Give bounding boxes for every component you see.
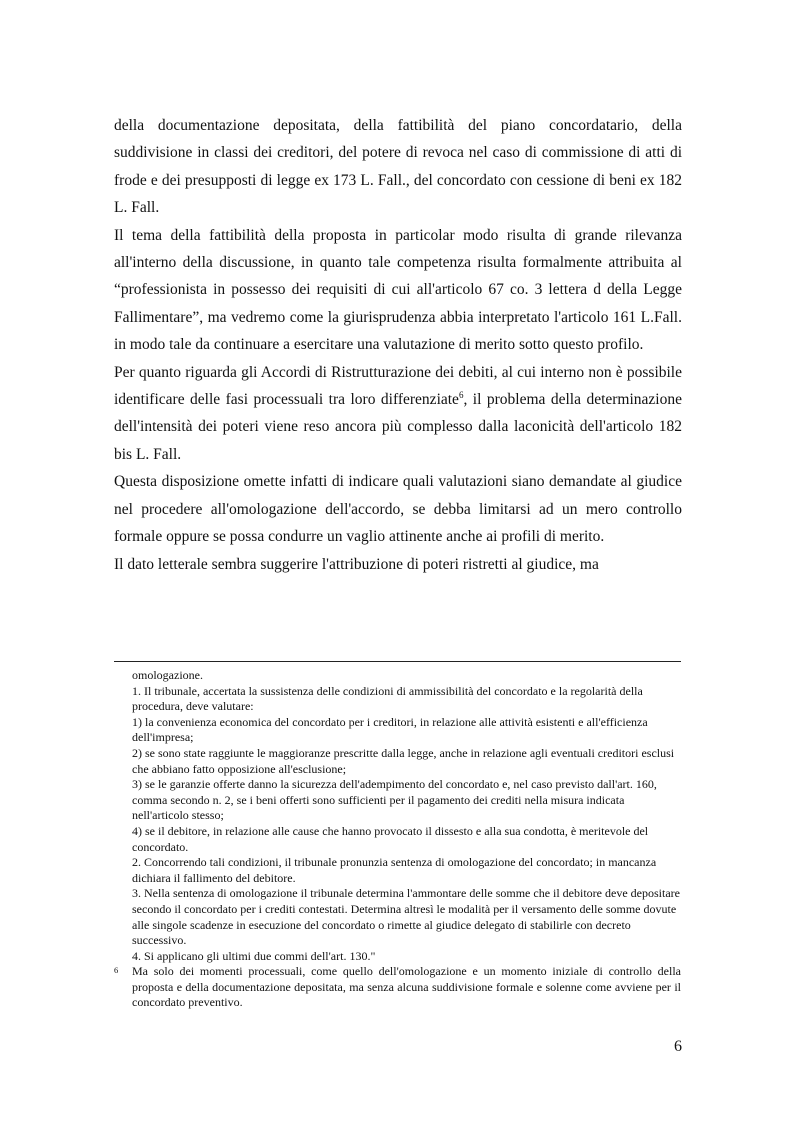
footnote-separator bbox=[114, 661, 681, 662]
footnote-6-mark: 6 bbox=[114, 965, 119, 976]
footnote-ref-6[interactable]: 6 bbox=[458, 390, 464, 401]
footnotes bbox=[114, 668, 681, 1011]
footnote-line: omologazione. bbox=[132, 668, 203, 682]
footnote-6-text: Ma solo dei momenti processuali, come quello dell'omologazione e un momento iniziale di controllo della proposta e della documentazione depositata, ma senza alcuna suddivisione formale e solenne come avviene per il concordato preventivo. bbox=[132, 964, 681, 1010]
footnote-line: 1. Il tribunale, accertata la sussistenza delle condizioni di ammissibilità del concordato e la regolarità della procedura, deve valutare: bbox=[132, 683, 643, 714]
page-number: 6 bbox=[674, 1038, 682, 1055]
paragraph-4: Questa disposizione omette infatti di indicare quali valutazioni siano demandate al giudice nel procedere all'omologazione dell'accordo, se debba limitarsi ad un mero controllo formale oppure se possa condurre un vaglio attinente anche ai profili di merito. bbox=[114, 473, 682, 546]
paragraph-1: della documentazione depositata, della fattibilità del piano concordatario, della suddivisione in classi dei creditori, del potere di revoca nel caso di commissione di atti di frode e dei presupposti di legge ex 173 L. Fall., del concordato con cessione di beni ex 182 L. Fall. bbox=[114, 117, 682, 217]
footnote-line: 2) se sono state raggiunte le maggioranze prescritte dalla legge, anche in relazione agli eventuali creditori esclusi che abbiano fatto opposizione all'esclusione; bbox=[132, 745, 675, 776]
paragraph-3-start: Per quanto riguarda gli Accordi di Ristrutturazione dei debiti, al cui interno non è possibile identificare delle fasi processuali tra loro differenziate bbox=[114, 363, 682, 409]
footnote-6 bbox=[114, 964, 681, 1011]
footnote-line: 3. Nella sentenza di omologazione il tribunale determina l'ammontare delle somme che il debitore deve depositare secondo il concordato per i crediti contestati. Determina altresì le modalità per il versamento delle somme dovute alle singole scadenze in esecuzione del concordato o rimette al giudice delegato di stabilirle con decreto successivo. bbox=[132, 886, 680, 948]
footnote-line: 2. Concorrendo tali condizioni, il tribunale pronunzia sentenza di omologazione del concordato; in mancanza dichiara il fallimento del debitore. bbox=[132, 855, 657, 885]
paragraph-3-end: , il problema della determinazione dell'intensità dei poteri viene reso ancora più complesso dalla laconicità dell'articolo 182 bis L. Fall. bbox=[114, 391, 682, 463]
footnote-line: 1) la convenienza economica del concordato per i creditori, in relazione alle attività esistenti e all'efficienza dell'impresa; bbox=[132, 714, 648, 745]
paragraph-5: Il dato letterale sembra suggerire l'attribuzione di poteri ristretti al giudice, ma bbox=[114, 555, 599, 573]
body-text bbox=[114, 112, 682, 578]
footnote-line: 4) se il debitore, in relazione alle cause che hanno provocato il dissesto e alla sua condotta, è meritevole del concordato. bbox=[132, 823, 649, 854]
footnote-line: 4. Si applicano gli ultimi due commi dell'art. 130." bbox=[132, 948, 376, 963]
footnote-continuation bbox=[114, 668, 681, 964]
paragraph-2: Il tema della fattibilità della proposta in particolar modo risulta di grande rilevanza all'interno della discussione, in quanto tale competenza risulta formalmente attribuita al “professionista in possesso dei requisiti di cui all'articolo 67 co. 3 lettera d della Legge Fallimentare”, ma vedremo come la giurisprudenza abbia interpretato l'articolo 161 L.Fall. in modo tale da continuare a esercitare una valutazione di merito sotto questo profilo. bbox=[114, 226, 682, 354]
paragraph-3 bbox=[114, 359, 682, 469]
footnote-line: 3) se le garanzie offerte danno la sicurezza dell'adempimento del concordato e, nel caso previsto dall'art. 160, comma secondo n. 2, se i beni offerti sono sufficienti per il pagamento dei crediti nella misura indicata nell'articolo stesso; bbox=[132, 777, 657, 823]
